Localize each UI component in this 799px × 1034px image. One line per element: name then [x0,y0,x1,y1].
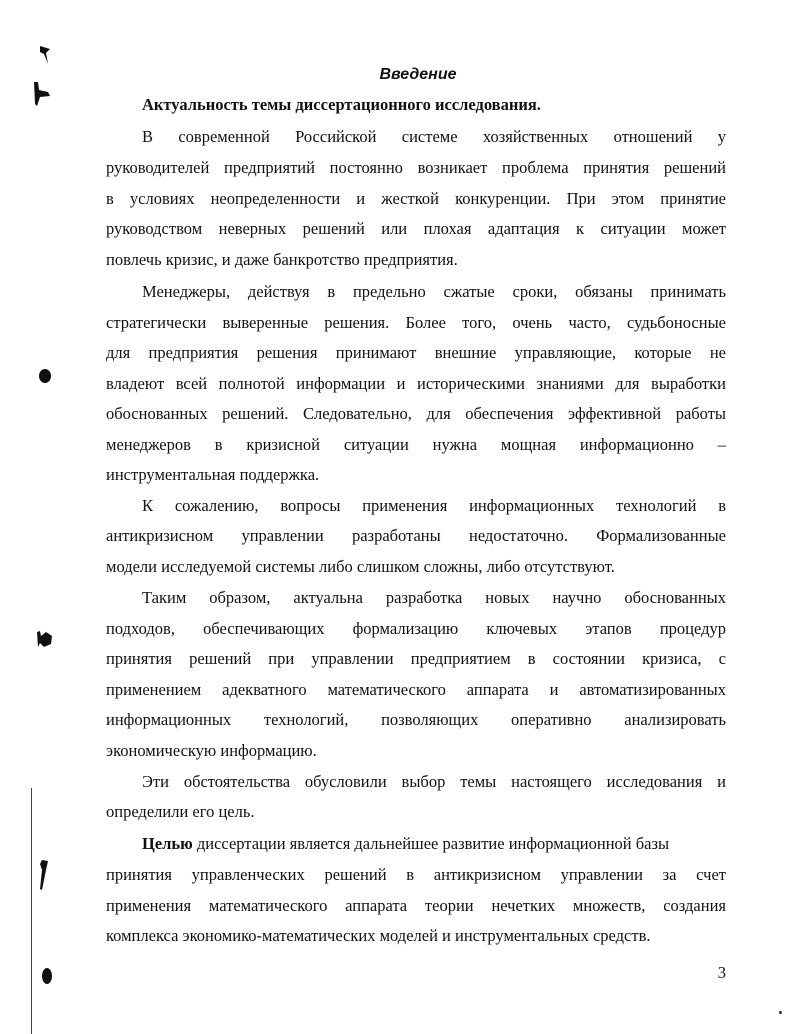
scan-mark-blot [34,628,56,650]
text-line: владеют всей полнотой информации и историческими знаниями для выработки [106,374,726,393]
text-line: комплекса экономико-математических моделей и инструментальных средств. [106,926,651,945]
text-line: антикризисном управлении разработаны недостаточно. Формализованные [106,526,726,545]
scan-mark-top [38,44,52,66]
text-line: модели исследуемой системы либо слишком сложны, либо отсутствуют. [106,557,615,576]
scan-mark-hole [37,367,53,385]
text-line: В современной Российской системе хозяйственных отношений у [142,127,726,146]
text-line: экономическую информацию. [106,741,317,760]
text-line: обоснованных решений. Следовательно, для обеспечения эффективной работы [106,404,726,423]
text-line: подходов, обеспечивающих формализацию ключевых этапов процедур [106,619,726,638]
scan-margin-line [31,788,32,1034]
text-line: в условиях неопределенности и жесткой конкуренции. При этом принятие [106,189,726,208]
text-line: принятия решений при управлении предприятием в состоянии кризиса, с [106,649,726,668]
page-title: Введение [379,66,457,83]
scan-mark-bottom [40,966,54,986]
text-line: К сожалению, вопросы применения информационных технологий в [142,496,726,515]
text-line: инструментальная поддержка. [106,465,320,484]
text-line: повлечь кризис, и даже банкротство предприятия. [106,250,458,269]
text-line: информационных технологий, позволяющих оперативно анализировать [106,710,726,729]
text-line: стратегически выверенные решения. Более того, очень часто, судьбоносные [106,313,726,332]
text-line: применением адекватного математического аппарата и автоматизированных [106,680,726,699]
text-line: Менеджеры, действуя в предельно сжатые сроки, обязаны принимать [142,282,726,301]
text-line: для предприятия решения принимают внешние управляющие, которые не [106,343,726,362]
text-line: Эти обстоятельства обусловили выбор темы настоящего исследования и [142,772,726,791]
scan-mark-stroke [36,858,50,892]
scan-corner-dot [779,1011,782,1014]
text-line-goal [142,829,726,859]
text-line: принятия управленческих решений в антикризисном управлении за счет [106,865,726,884]
text-line: определили его цель. [106,802,255,821]
section-heading: Актуальность темы диссертационного исследования. [142,95,541,114]
text-line: руководителей предприятий постоянно возникает проблема принятия решений [106,158,726,177]
text-line: применения математического аппарата теории нечетких множеств, создания [106,896,726,915]
text-line: Таким образом, актуальна разработка новых научно обоснованных [142,588,726,607]
page-number: 3 [717,963,726,982]
text-line: менеджеров в кризисной ситуации нужна мощная информационно – [106,435,726,454]
goal-text: диссертации является дальнейшее развитие информационной базы [192,834,670,853]
goal-word: Целью [142,834,193,853]
text-line: руководством неверных решений или плохая адаптация к ситуации может [106,219,726,238]
